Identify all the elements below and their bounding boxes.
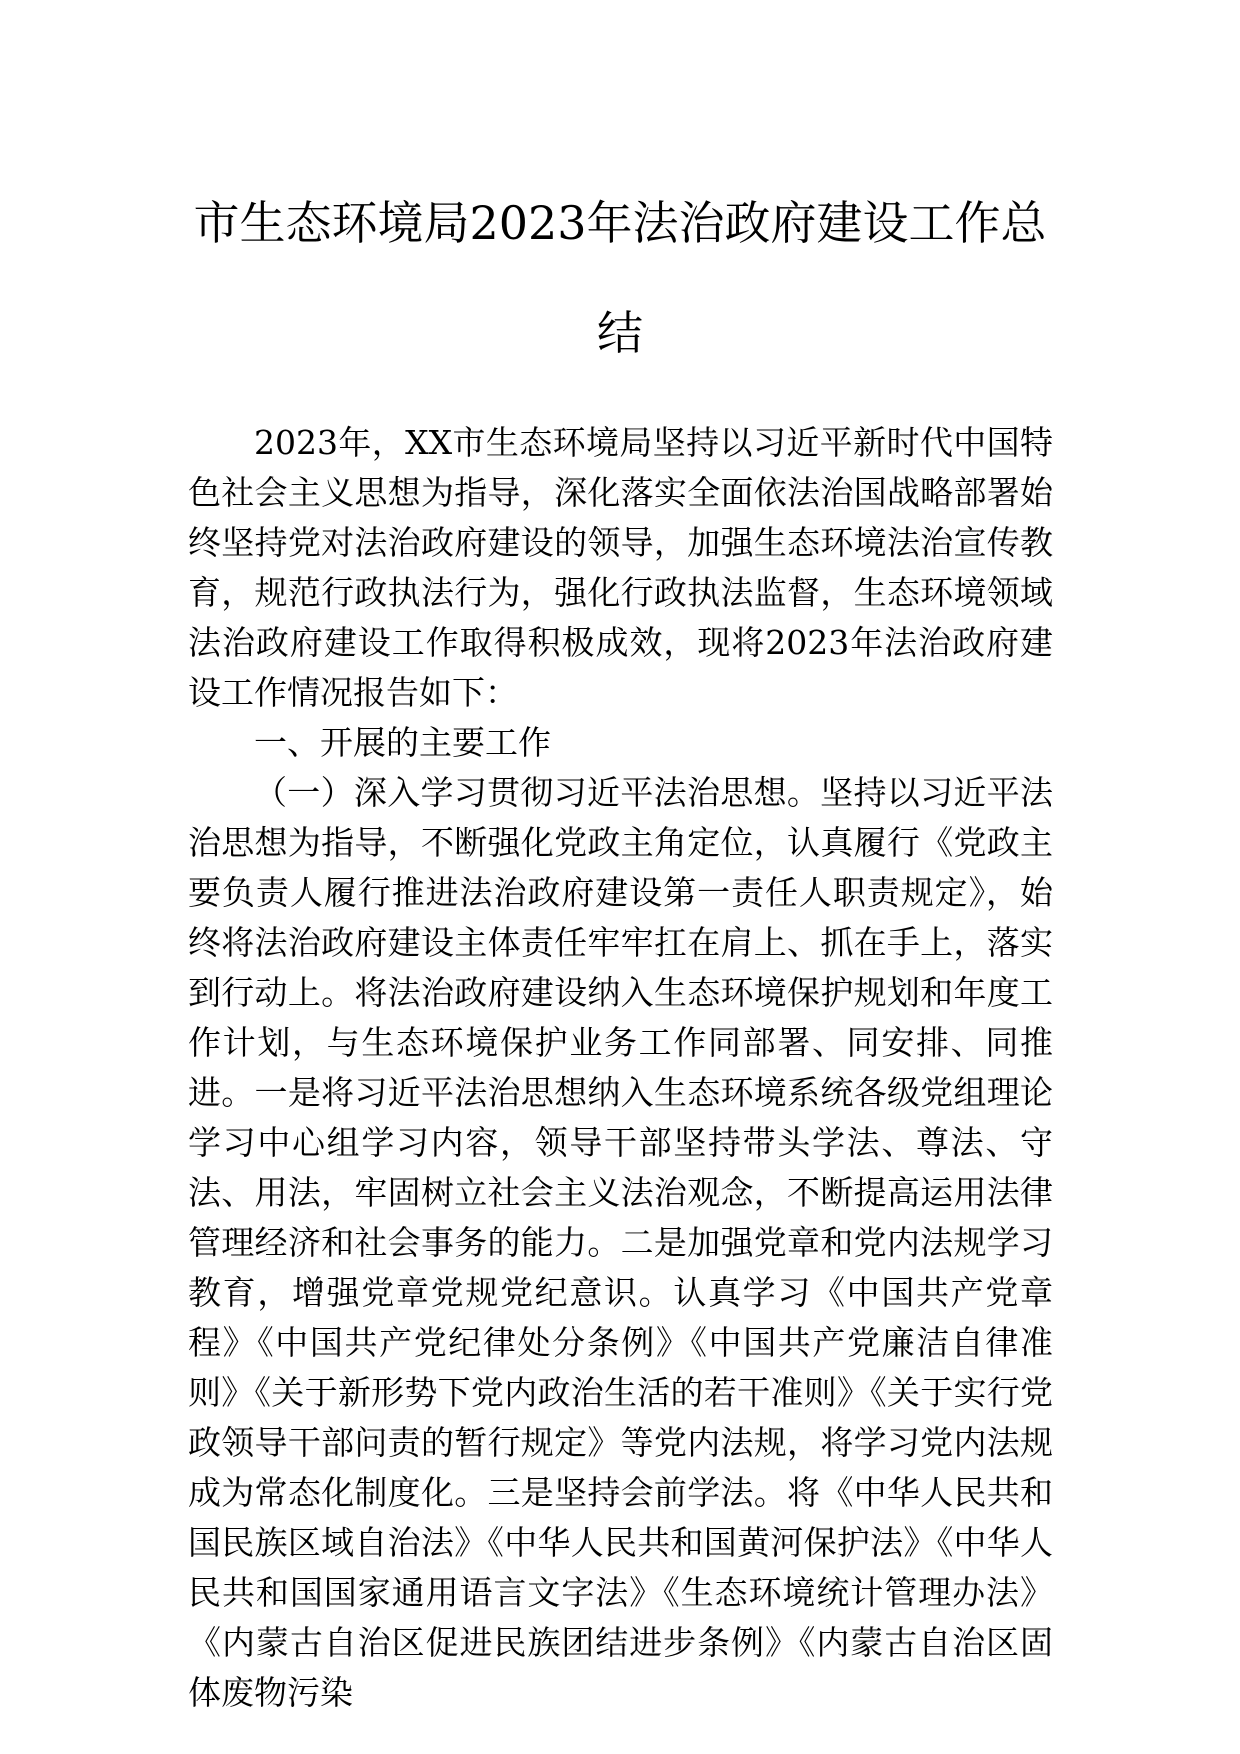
title-line-1: 市生态环境局2023年法治政府建设工作总 xyxy=(193,196,1047,250)
intro-paragraph: 2023年，XX市生态环境局坚持以习近平新时代中国特色社会主义思想为指导，深化落实全面依法治国战略部署始终坚持党对法治政府建设的领导，加强生态环境法治宣传教育，规范行政执法行为，强化行政执法监督，生态环境领域法治政府建设工作取得积极成效，现将2023年法治政府建设工作情况报告如下： xyxy=(188,423,1053,712)
title-line-2: 结 xyxy=(597,306,643,360)
document-title xyxy=(150,168,1090,388)
section-heading: 一、开展的主要工作 xyxy=(254,723,551,762)
document-body xyxy=(188,418,1053,1718)
section-paragraph: （一）深入学习贯彻习近平法治思想。坚持以习近平法治思想为指导，不断强化党政主角定位，认真履行《党政主要负责人履行推进法治政府建设第一责任人职责规定》，始终将法治政府建设主体责任牢牢扛在肩上、抓在手上，落实到行动上。将法治政府建设纳入生态环境保护规划和年度工作计划，与生态环境保护业务工作同部署、同安排、同推进。一是将习近平法治思想纳入生态环境系统各级党组理论学习中心组学习内容，领导干部坚持带头学法、尊法、守法、用法，牢固树立社会主义法治观念，不断提高运用法律管理经济和社会事务的能力。二是加强党章和党内法规学习教育，增强党章党规党纪意识。认真学习《中国共产党章程》《中国共产党纪律处分条例》《中国共产党廉洁自律准则》《关于新形势下党内政治生活的若干准则》《关于实行党政领导干部问责的暂行规定》等党内法规，将学习党内法规成为常态化制度化。三是坚持会前学法。将《中华人民共和国民族区域自治法》《中华人民共和国黄河保护法》《中华人民共和国国家通用语言文字法》《生态环境统计管理办法》《内蒙古自治区促进民族团结进步条例》《内蒙古自治区固体废物污染 xyxy=(188,773,1053,1712)
